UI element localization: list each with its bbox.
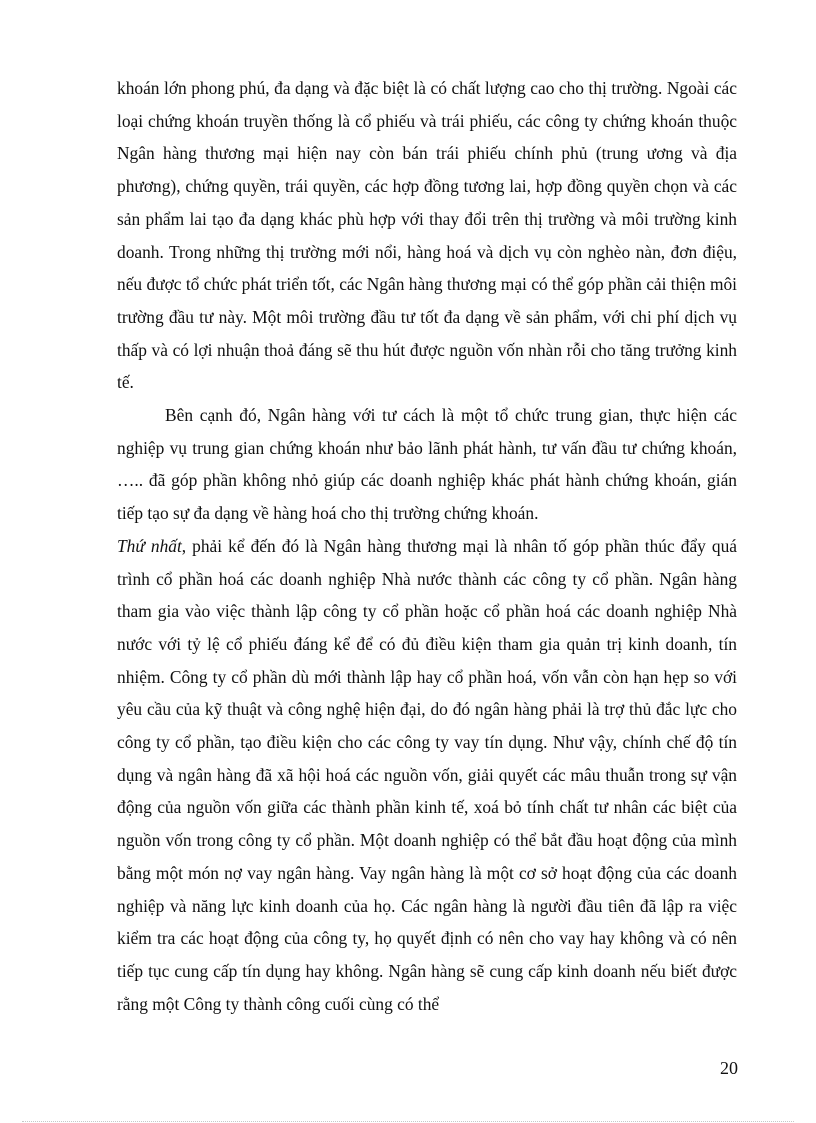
- first-point-text: , phải kể đến đó là Ngân hàng thương mại là nhân tố góp phần thúc đẩy quá trình cổ phần hoá các doanh nghiệp Nhà nước thành các công ty cổ phần. Ngân hàng tham gia vào việc thành lập công ty cổ phần hoặc cổ phần hoá các doanh nghiệp Nhà nước với tỷ lệ cổ phiếu đáng kể để có đủ điều kiện tham gia quản trị kinh doanh, tín nhiệm. Công ty cổ phần dù mới thành lập hay cổ phần hoá, vốn vẫn còn hạn hẹp so với yêu cầu của kỹ thuật và công nghệ hiện đại, do đó ngân hàng phải là trợ thủ đắc lực cho công ty cổ phần, tạo điều kiện cho các công ty vay tín dụng. Như vậy, chính chế độ tín dụng và ngân hàng đã xã hội hoá các nguồn vốn, giải quyết các mâu thuẫn trong sự vận động của nguồn vốn giữa các thành phần kinh tế, xoá bỏ tính chất tư nhân các biệt của nguồn vốn trong công ty cổ phần. Một doanh nghiệp có thể bắt đầu hoạt động của mình bằng một món nợ vay ngân hàng. Vay ngân hàng là một cơ sở hoạt động của các doanh nghiệp và năng lực kinh doanh của họ. Các ngân hàng là người đầu tiên đã lập ra việc kiểm tra các hoạt động của công ty, họ quyết định có nên cho vay hay không và có nên tiếp tục cung cấp tín dụng hay không. Ngân hàng sẽ cung cấp kinh doanh nếu biết được rằng một Công ty thành công cuối cùng có thể: [117, 535, 737, 1014]
- first-point-label: Thứ nhất: [117, 535, 182, 556]
- paragraph-continued: khoán lớn phong phú, đa dạng và đặc biệt là có chất lượng cao cho thị trường. Ngoài các loại chứng khoán truyền thống là cổ phiếu và trái phiếu, các công ty chứng khoán thuộc Ngân hàng thương mại hiện nay còn bán trái phiếu chính phủ (trung ương và địa phương), chứng quyền, trái quyền, các hợp đồng tương lai, hợp đồng quyền chọn và các sản phẩm lai tạo đa dạng khác phù hợp với thay đổi trên thị trường và môi trường kinh doanh. Trong những thị trường mới nổi, hàng hoá và dịch vụ còn nghèo nàn, đơn điệu, nếu được tổ chức phát triển tốt, các Ngân hàng thương mại có thể góp phần cải thiện môi trường đầu tư này. Một môi trường đầu tư tốt đa dạng về sản phẩm, với chi phí dịch vụ thấp và có lợi nhuận thoả đáng sẽ thu hút được nguồn vốn nhàn rỗi cho tăng trưởng kinh tế.: [117, 78, 737, 393]
- page-bottom-divider: [22, 1121, 794, 1122]
- page-number: 20: [720, 1058, 738, 1078]
- paragraph-first-point: [117, 530, 737, 1021]
- paragraph-intermediary-role: Bên cạnh đó, Ngân hàng với tư cách là một tổ chức trung gian, thực hiện các nghiệp vụ trung gian chứng khoán như bảo lãnh phát hành, tư vấn đầu tư chứng khoán, ….. đã góp phần không nhỏ giúp các doanh nghiệp khác phát hành chứng khoán, gián tiếp tạo sự đa dạng về hàng hoá cho thị trường chứng khoán.: [117, 405, 737, 524]
- body-text: [117, 72, 737, 1020]
